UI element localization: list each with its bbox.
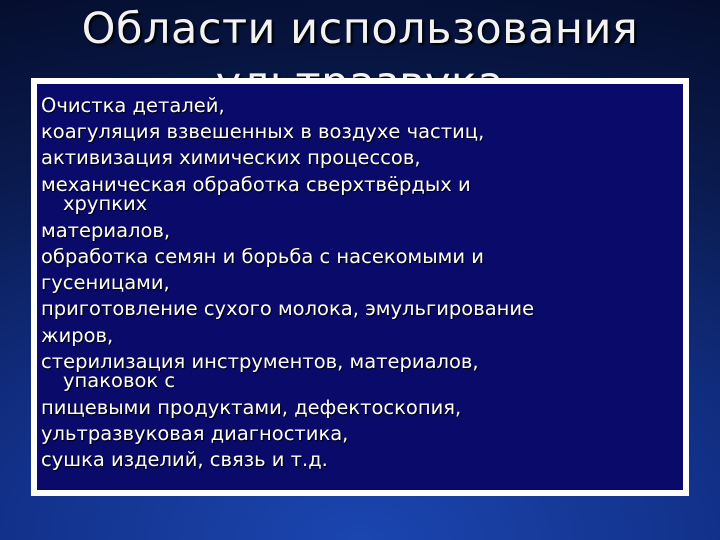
- content-box: [31, 78, 689, 496]
- text-line: приготовление сухого молока, эмульгирование: [41, 297, 535, 321]
- text-line: обработка семян и борьба с насекомыми и: [41, 245, 484, 269]
- text-line: пищевыми продуктами, дефектоскопия,: [41, 396, 462, 420]
- text-line: стерилизация инструментов, материалов,: [41, 349, 479, 373]
- text-line: активизация химических процессов,: [41, 146, 421, 170]
- text-line: механическая обработка сверхтвёрдых и: [41, 172, 471, 196]
- text-line: коагуляция взвешенных в воздухе частиц,: [41, 120, 485, 144]
- text-line: материалов,: [41, 218, 171, 242]
- text-line: сушка изделий, связь и т.д.: [41, 448, 328, 472]
- text-line-continuation: упаковок с: [63, 369, 176, 393]
- text-line-continuation: хрупких: [63, 191, 148, 215]
- text-line: ультразвуковая диагностика,: [41, 422, 349, 446]
- text-line: жиров,: [41, 323, 114, 347]
- text-line: гусеницами,: [41, 271, 170, 295]
- text-line: Очистка деталей,: [41, 94, 225, 117]
- title-line-1: Области использования: [81, 4, 639, 54]
